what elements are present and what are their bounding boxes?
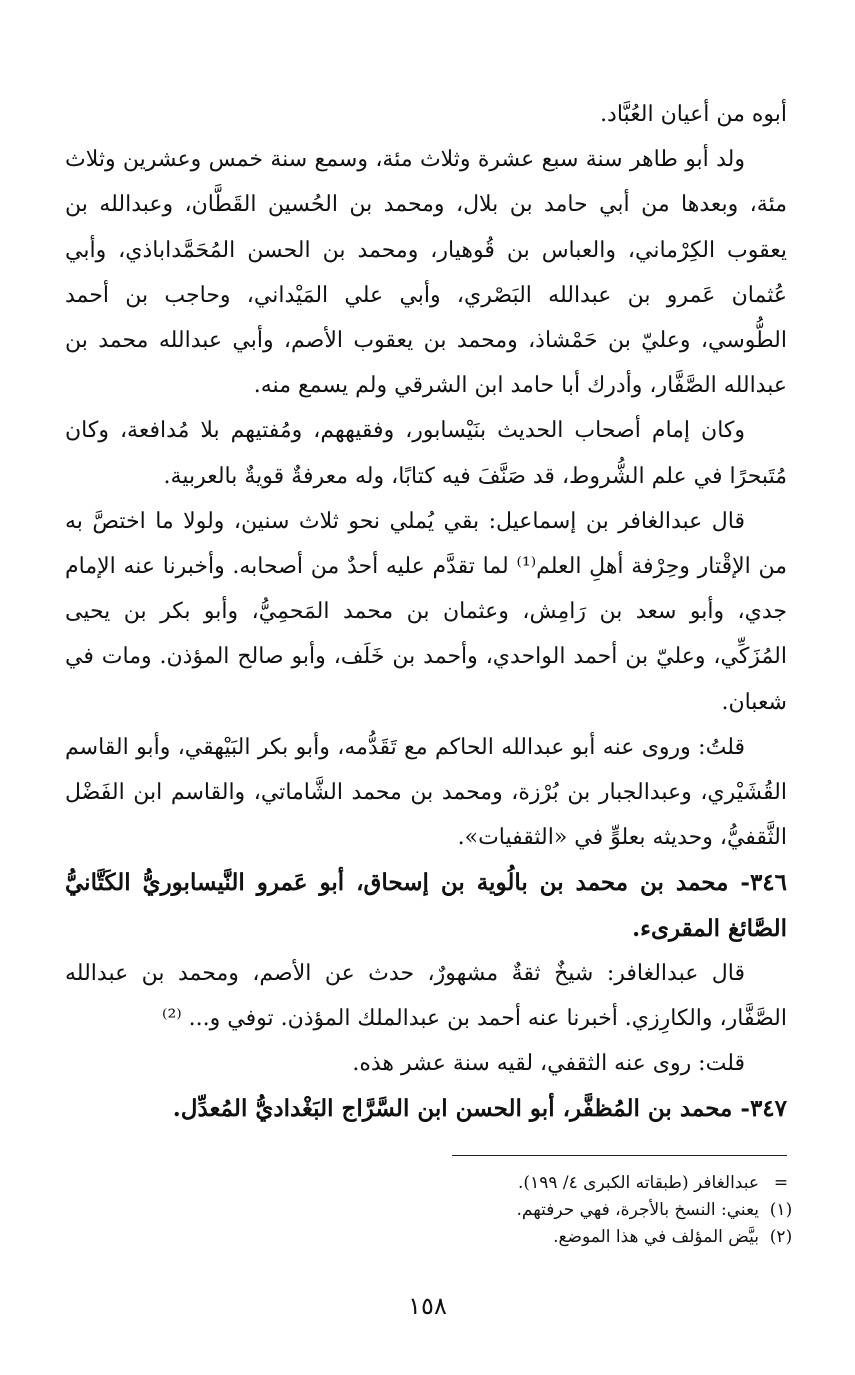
paragraph-abu-tahir-birth: ولد أبو طاهر سنة سبع عشرة وثلاث مئة، وسمع سنة خمس وعشرين وثلاث مئة، وبعدها من أبي حامد بن بلال، ومحمد بن الحُسين القَطَّان، وعبدالله بن يعقوب الكِرْماني، والعباس بن قُوهيار، ومحمد بن الحسن المُحَمَّداباذي، وأبي عُثمان عَمرو بن عبدالله البَصْري، وأبي علي المَيْداني، وحاجب بن أحمد الطُّوسي، وعليّ بن حَمْشاذ، ومحمد بن يعقوب الأصم، وأبي عبدالله محمد بن عبدالله الصَّفَّار، وأدرك أبا حامد ابن الشرقي ولم يسمع منه. bbox=[65, 147, 787, 399]
entry-heading-346: ٣٤٦- محمد بن محمد بن بالُوية بن إسحاق، أبو عَمرو النَّيسابوريُّ الكَتَّانيُّ الصَّائغ المقرىء. bbox=[65, 869, 787, 942]
footnote-text: يعني: النسخ بالأجرة، فهي حرفتهم. bbox=[516, 1200, 759, 1220]
footnote-2 bbox=[63, 1224, 803, 1251]
footnote-marker: (١) bbox=[769, 1200, 793, 1220]
paragraph-continuation: أبوه من أعيان العُبَّاد. bbox=[600, 102, 787, 127]
footnote-1 bbox=[63, 1197, 803, 1224]
footnote-continuation bbox=[63, 1170, 803, 1197]
entry-heading-347: ٣٤٧- محمد بن المُظفَّر، أبو الحسن ابن السَّرَّاج البَغْداديُّ المُعدِّل. bbox=[172, 1095, 787, 1123]
footnote-separator bbox=[452, 1155, 787, 1156]
page-number: ١٥٨ bbox=[408, 1292, 447, 1320]
footnote-text: بيَّض المؤلف في هذا الموضع. bbox=[553, 1227, 759, 1247]
paragraph-imam-description: وكان إمام أصحاب الحديث بنَيْسابور، وفقيههم، ومُفتيهم بلا مُدافعة، وكان مُتَبحرًا في علم الشُّروط، قد صَنَّفَ فيه كتابًا، وله معرفةٌ قويةٌ بالعربية. bbox=[65, 418, 787, 489]
footnote-text: عبدالغافر (طبقاته الكبرى ٤/ ١٩٩). bbox=[518, 1173, 759, 1193]
main-text-body bbox=[65, 92, 787, 1132]
paragraph-abdulghafir-quote: قال عبدالغافر بن إسماعيل: بقي يُملي نحو ثلاث سنين، ولولا ما اختصَّ به من الإقْتار وحِرْفة أهلِ العلم⁽¹⁾ لما تقدَّم عليه أحدٌ من أصحابه. وأخبرنا عنه الإمام جدي، وأبو سعد بن رَامِش، وعثمان بن محمد المَحمِيُّ، وأبو بكر بن يحيى المُزَكِّي، وعليّ بن أحمد الواحدي، وأحمد بن خَلَف، وأبو صالح المؤذن. ومات في شعبان. bbox=[65, 508, 788, 715]
paragraph-entry-346-author-note: قلت: روى عنه الثقفي، لقيه سنة عشر هذه. bbox=[352, 1051, 745, 1077]
footnote-marker: (٢) bbox=[769, 1227, 793, 1247]
paragraph-entry-346-abdulghafir: قال عبدالغافر: شيخٌ ثقةٌ مشهورٌ، حدث عن الأصم، ومحمد بن عبدالله الصَّفَّار، والكارِزي. أخبرنا عنه أحمد بن عبدالملك المؤذن. توفي و... ⁽²⁾ bbox=[65, 960, 787, 1032]
paragraph-author-note: قلتُ: وروى عنه أبو عبدالله الحاكم مع تَقَدُّمه، وأبو بكر البَيْهقي، وأبو القاسم القُشَيْري، وعبدالجبار بن بُرْزة، ومحمد بن محمد الشَّاماتي، والقاسم ابن الفَضْل الثَّقفيُّ، وحديثه بعلوٍّ في «الثقفيات». bbox=[65, 734, 787, 851]
footnotes bbox=[63, 1170, 803, 1251]
footnote-marker: = bbox=[773, 1173, 789, 1193]
